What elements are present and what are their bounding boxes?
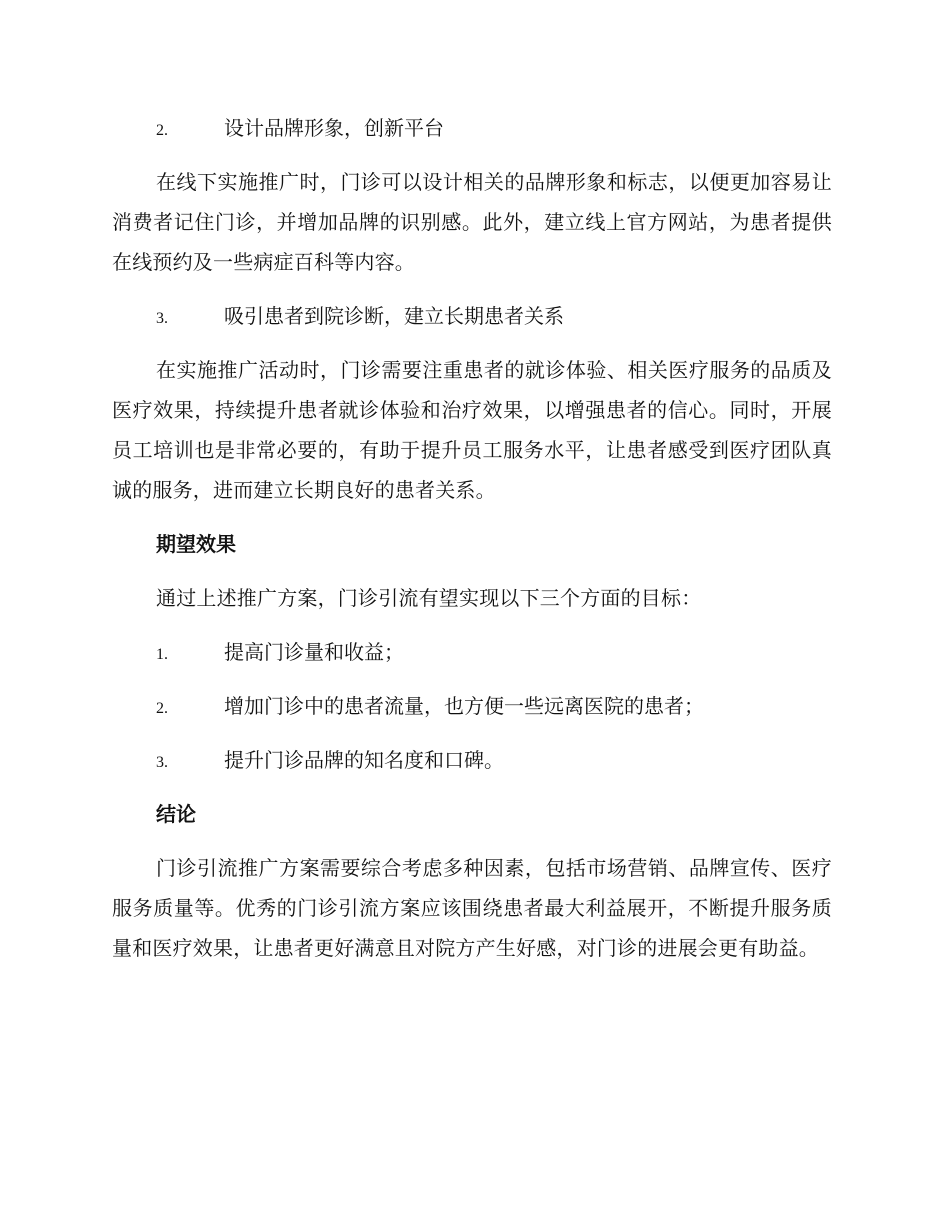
paragraph-conclusion: 门诊引流推广方案需要综合考虑多种因素，包括市场营销、品牌宣传、医疗服务质量等。优秀的门诊引流方案应该围绕患者最大利益展开，不断提升服务质量和医疗效果，让患者更好满意且对院方产生好感，对门诊的进展会更有助益。 — [112, 856, 832, 960]
list-number: 3. — [156, 310, 168, 327]
paragraph-promotion-activities: 在实施推广活动时，门诊需要注重患者的就诊体验、相关医疗服务的品质及医疗效果，持续提升患者就诊体验和治疗效果，以增强患者的信心。同时，开展员工培训也是非常必要的，有助于提升员工服务水平，让患者感受到医疗团队真诚的服务，进而建立长期良好的患者关系。 — [112, 358, 832, 502]
list-item-goal-3 — [156, 740, 832, 780]
paragraph-offline-promotion: 在线下实施推广时，门诊可以设计相关的品牌形象和标志，以便更加容易让消费者记住门诊，并增加品牌的识别感。此外，建立线上官方网站，为患者提供在线预约及一些病症百科等内容。 — [112, 170, 832, 274]
heading-conclusion: 结论 — [156, 802, 196, 826]
list-number: 2. — [156, 700, 168, 717]
list-text: 提升门诊品牌的知名度和口碑。 — [224, 748, 504, 772]
list-text: 吸引患者到院诊断，建立长期患者关系 — [224, 304, 564, 328]
paragraph-expected-intro: 通过上述推广方案，门诊引流有望实现以下三个方面的目标： — [156, 586, 702, 610]
list-text: 设计品牌形象，创新平台 — [224, 116, 444, 140]
list-item-goal-2 — [156, 686, 832, 726]
document-content — [112, 108, 832, 982]
list-item-design-brand — [156, 108, 832, 148]
list-number: 3. — [156, 754, 168, 771]
list-text: 增加门诊中的患者流量，也方便一些远离医院的患者； — [224, 694, 704, 718]
list-item-attract-patients — [156, 296, 832, 336]
list-number: 2. — [156, 122, 168, 139]
list-number: 1. — [156, 646, 168, 663]
list-item-goal-1 — [156, 632, 832, 672]
heading-expected-effect: 期望效果 — [156, 532, 236, 556]
list-text: 提高门诊量和收益； — [224, 640, 404, 664]
